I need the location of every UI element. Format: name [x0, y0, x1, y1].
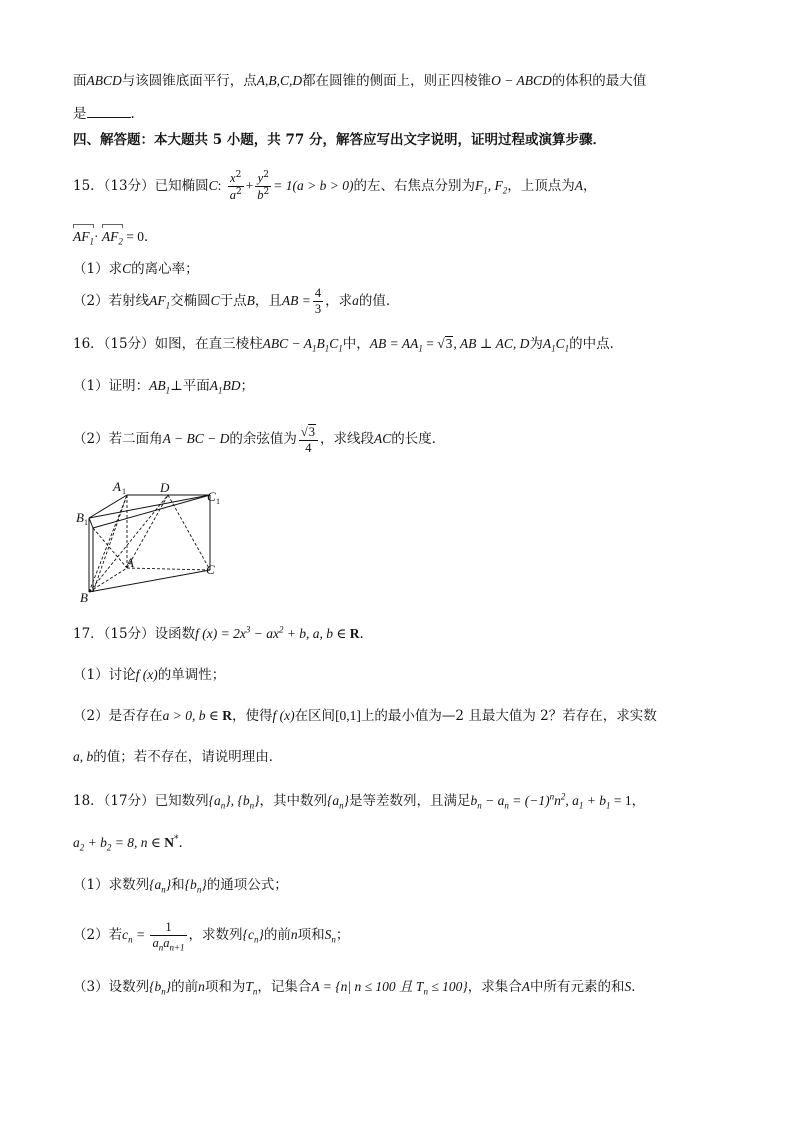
question-18: 18．（17分）已知数列$\{a_n\}$, $\{b_n\}$，其中数列$\{a_n\}$是等差数列，且满足$b_n - a_n = (-1)^nn^2$, $a_1 + b_1 = 1$， [73, 791, 646, 811]
text: 的左、右焦点分别为 [353, 178, 475, 194]
fraction: $\frac{y^2}{b^2}$ [257, 169, 270, 202]
text: 与该圆锥底面平行，点 [121, 73, 257, 89]
sub-question: （2）若射线$AF_1$交椭圆C于点B，且AB = $\frac{4}{3}$ ，求a的值． [73, 286, 400, 316]
text: 面 [73, 73, 87, 89]
text: 是 [73, 106, 87, 122]
question-16: 16．（15分）如图，在直三棱柱ABC − $A_1B_1C_1$中，AB = $AA_1 = √3$, AB ⊥ AC, D为$A_1C_1$的中点． [73, 336, 624, 354]
math: = 1(a > b > 0) [273, 178, 354, 193]
math: O − ABCD [491, 73, 552, 88]
label-B1: B [76, 510, 84, 525]
text: ，上顶点为 [507, 178, 575, 194]
label-B: B [80, 590, 88, 605]
math: ABCD [86, 73, 122, 88]
math: : [217, 178, 222, 193]
text: 都在圆锥的侧面上，则正四棱锥 [302, 73, 492, 89]
fraction: $\frac{√3}{4}$ [299, 424, 318, 456]
label-C1: C [207, 489, 216, 504]
answer-blank [87, 105, 131, 118]
text: ， [582, 178, 597, 194]
prism-figure [72, 476, 242, 608]
sub-question: （2）是否存在a > 0, b ∈ R，使得f (x)在区间[0,1]上的最小值为—2 且最大值为 2？若存在，求实数 [73, 708, 657, 724]
text: 的体积的最大值 [551, 73, 647, 89]
vector: $AF_2$ [101, 229, 123, 247]
text: . [130, 106, 135, 122]
math: C [208, 178, 218, 193]
fraction: $\frac{1}{a_na_{n+1}}$ [152, 920, 185, 953]
sub-question: （3）设数列$\{b_n\}$的前n项和为$T_n$，记集合A = {n| n ≤ 100 且 $T_n \le 100$}，求集合A中所有元素的和S． [73, 979, 645, 997]
math: $F_1$, $F_2$ [474, 178, 508, 196]
svg-text:1: 1 [216, 497, 220, 506]
math: A [574, 178, 583, 193]
text-line: $AF_1\cdot AF_2 = 0$． [73, 229, 158, 247]
fraction: $\frac{4}{3}$ [314, 286, 322, 316]
text-line: a, b的值；若不存在，请说明理由． [73, 749, 283, 765]
text: 15．（13分）已知椭圆 [73, 178, 209, 194]
sub-question: （1）求数列$\{a_n\}$和$\{b_n\}$的通项公式； [73, 877, 288, 895]
sub-question: （1）证明：$AB_1\perp$平面$A_1BD$； [73, 378, 255, 396]
label-A: A [126, 555, 134, 570]
sub-question: （2）若$c_n$ = $\frac{1}{a_na_{n+1}}$ ，求数列$\{c_n\}$的前n项和$S_n$； [73, 920, 350, 953]
math: A,B,C,D [256, 73, 303, 88]
text-line [73, 104, 734, 124]
question-17: 17．（15分）设函数f $(x) = 2x^3 - ax^2 + b$, a, b ∈ R． [73, 624, 374, 642]
svg-text:1: 1 [84, 518, 88, 527]
vector: $AF_1$ [73, 229, 94, 247]
label-A1: A [113, 479, 121, 494]
question-15: 15．（13分）已知椭圆C: $\frac{x^2}{a^2}$ + $\frac{y^2}{b^2}$ = 1(a > b > 0)的左、右焦点分别为$F_1$, $F_2$，上顶点为A， [73, 169, 597, 202]
fraction: $\frac{x^2}{a^2}$ [229, 169, 242, 202]
section-heading: 四、解答题：本大题共 5 小题，共 77 分，解答应写出文字说明，证明过程或演算步骤． [73, 132, 606, 148]
sub-question: （1）求C的离心率； [73, 261, 199, 277]
label-C: C [206, 562, 215, 577]
sub-question: （1）讨论f (x)的单调性； [73, 667, 226, 683]
text-line [73, 71, 734, 91]
text-line: $a_2 + b_2 = 8$, n ∈ N*． [73, 834, 192, 853]
sub-question: （2）若二面角A − BC − D的余弦值为 $\frac{√3}{4}$ ，求线段AC的长度． [73, 424, 446, 455]
svg-text:1: 1 [122, 487, 126, 496]
label-D: D [160, 480, 170, 495]
